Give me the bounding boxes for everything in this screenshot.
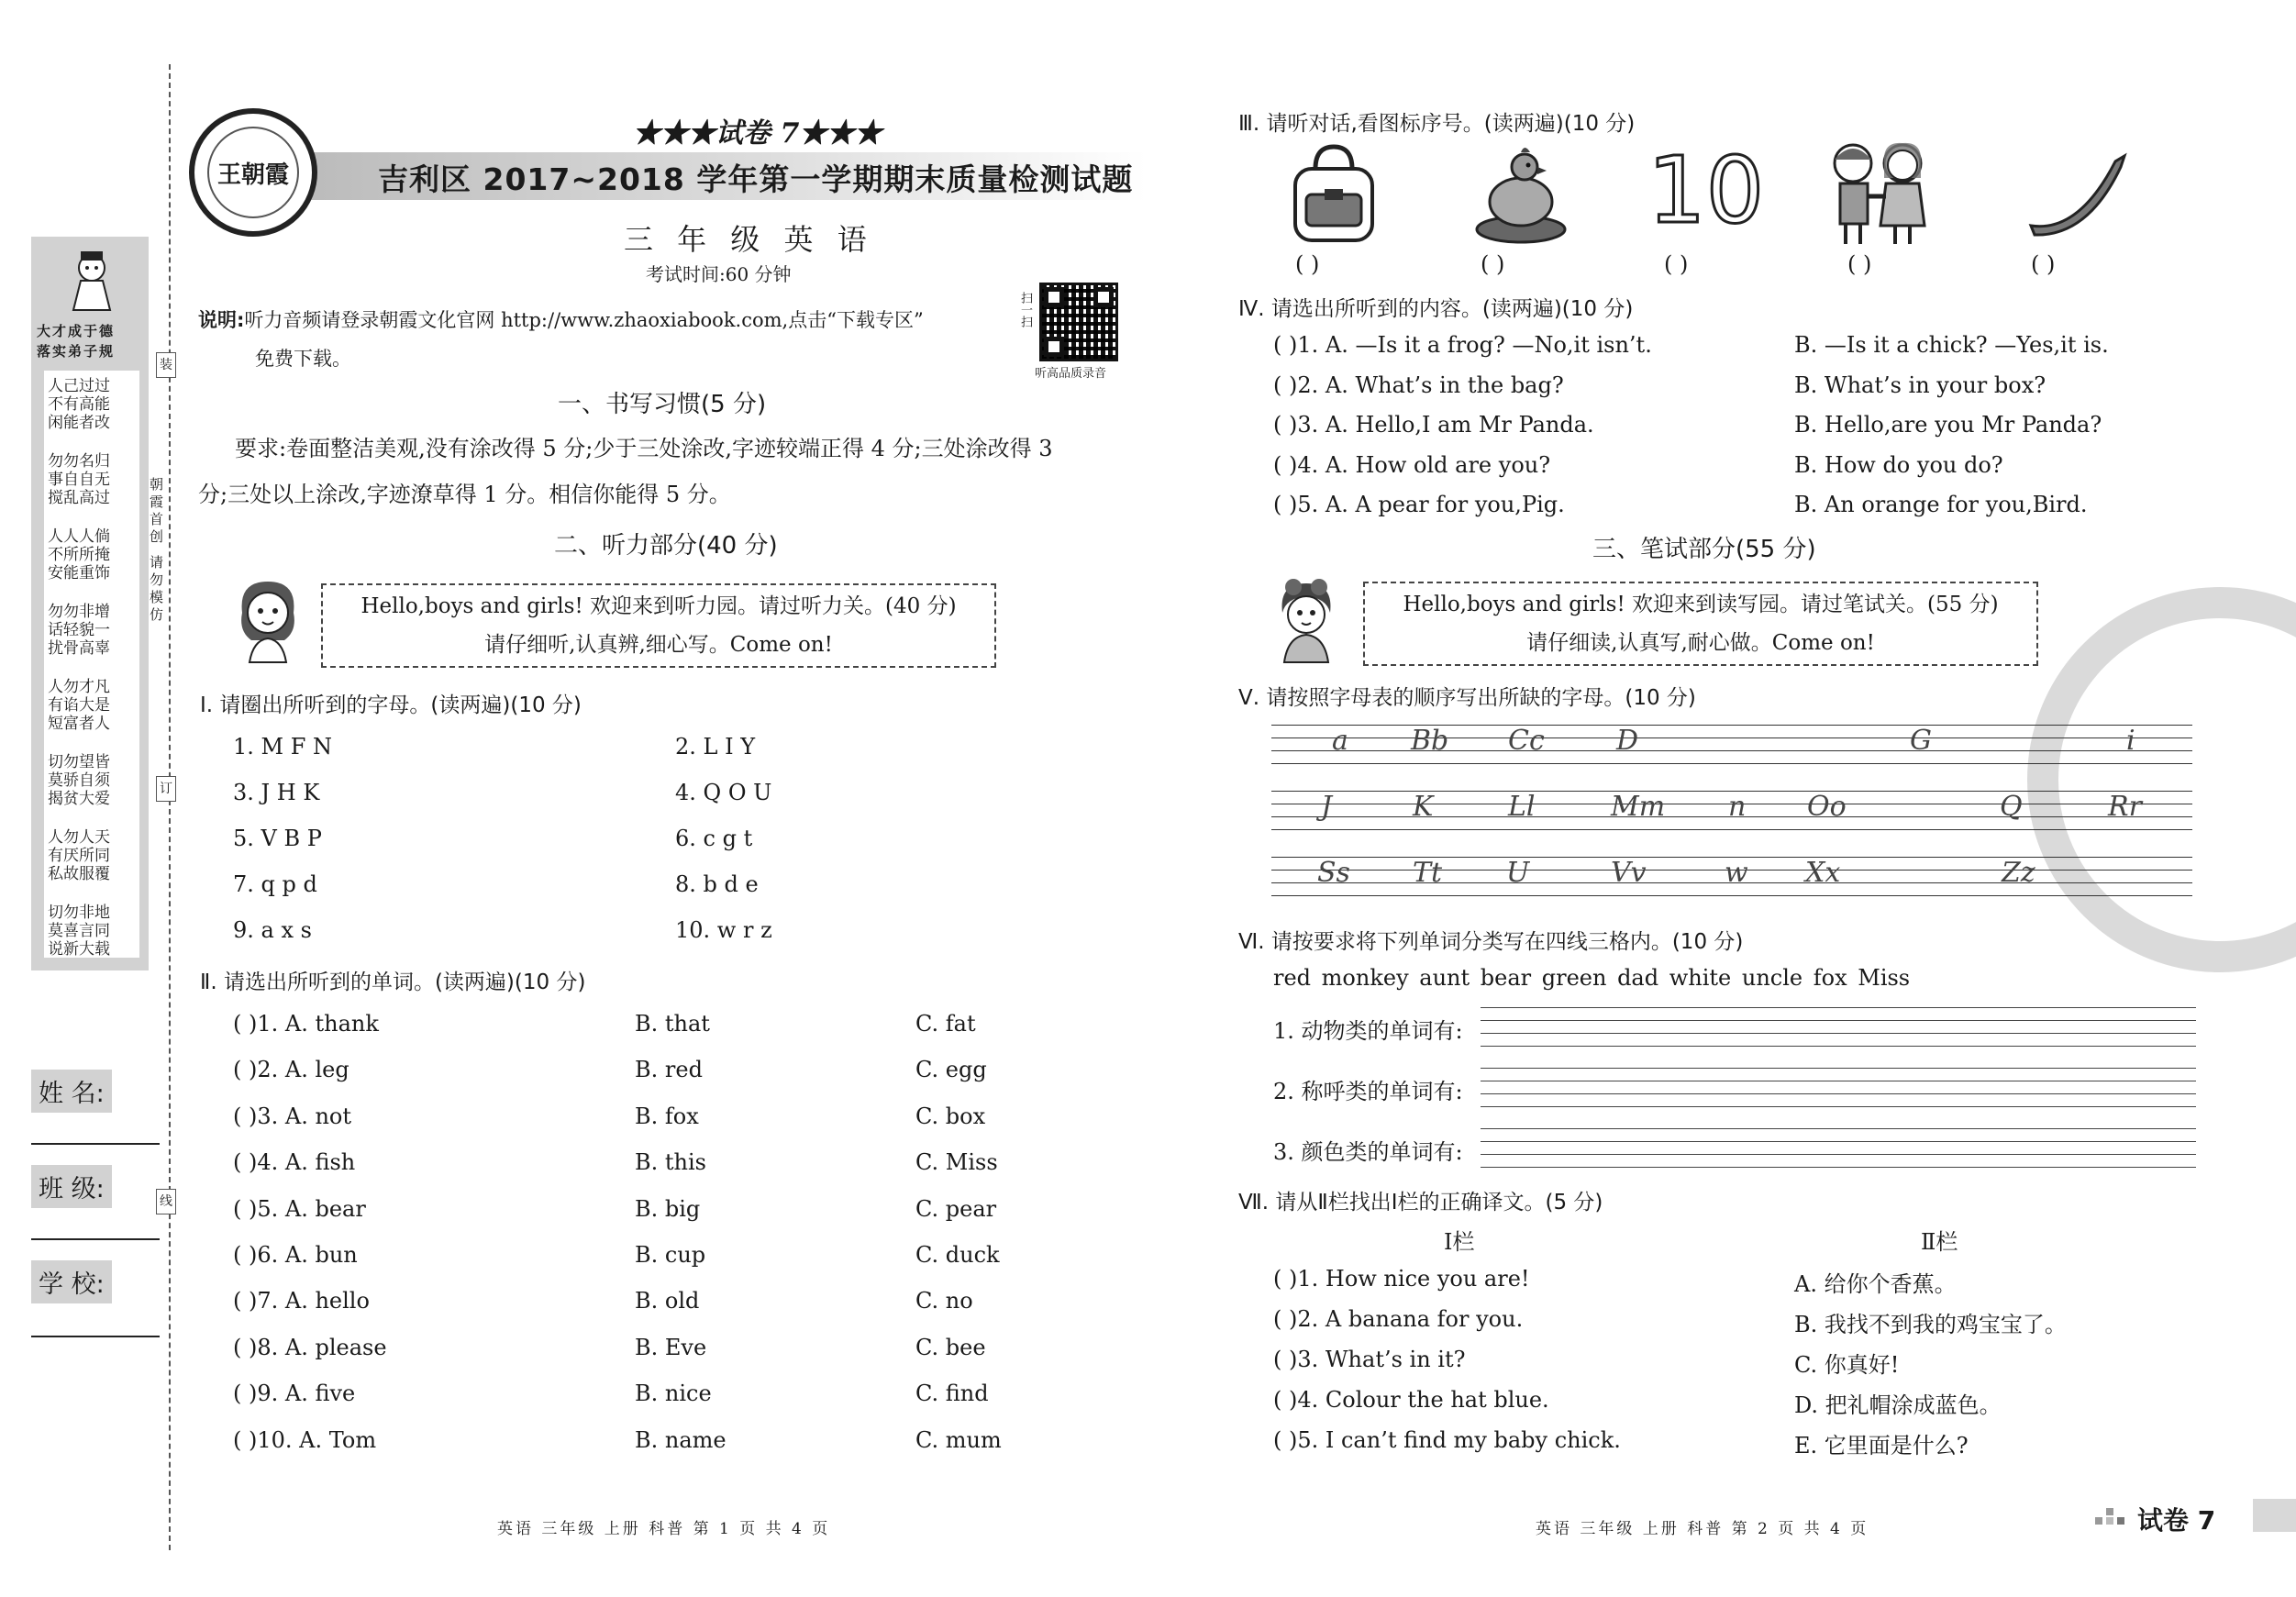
audio-note: 说明:听力音频请登录朝霞文化官网 http://www.zhaoxiabook.com,点击“下载专区” 免费下载。 — [198, 309, 924, 370]
q2-option-c[interactable]: C. box — [915, 1103, 986, 1129]
q6-category: 1. 动物类的单词有: — [1273, 1018, 1463, 1044]
svg-text:人勿人天: 人勿人天 — [48, 828, 110, 847]
q7-translation: C. 你真好! — [1794, 1352, 1900, 1378]
q2-option-c[interactable]: C. fat — [915, 1011, 976, 1037]
q7-sentence[interactable]: ( )1. How nice you are! — [1273, 1266, 1530, 1292]
q1-title: Ⅰ. 请圈出所听到的字母。(读两遍)(10 分) — [200, 693, 582, 717]
letter-Ss: Ss — [1317, 857, 1350, 889]
q7-col2-header: Ⅱ栏 — [1921, 1229, 1958, 1255]
paper-number: ★★★试卷 7★★★ — [633, 117, 882, 150]
svg-text:莫骄自须: 莫骄自须 — [48, 771, 110, 790]
svg-text:闲能者改: 闲能者改 — [48, 414, 110, 432]
exam-title: 吉利区 2017~2018 学年第一学期期末质量检测试题 — [378, 161, 1134, 197]
q3-blank[interactable]: ( ) — [1847, 251, 1872, 277]
q7-translation: E. 它里面是什么? — [1794, 1433, 1969, 1458]
q4-option-b[interactable]: B. An orange for you,Bird. — [1794, 492, 2088, 517]
letter-Q: Q — [2000, 791, 2023, 823]
letter-Mm: Mm — [1611, 791, 1666, 823]
q7-translation: D. 把礼帽涂成蓝色。 — [1794, 1392, 2002, 1418]
writing-girl-illustration — [1268, 576, 1345, 664]
q7-sentence[interactable]: ( )3. What’s in it? — [1273, 1347, 1466, 1372]
q2-option-c[interactable]: C. mum — [915, 1426, 1002, 1453]
q6-word-list: red monkey aunt bear green dad white uncle fox Miss — [1273, 965, 1911, 991]
letter-D: D — [1616, 725, 1639, 757]
q7-sentence[interactable]: ( )5. I can’t find my baby chick. — [1273, 1427, 1621, 1453]
publisher-logo — [189, 108, 317, 237]
q3-blank[interactable]: ( ) — [2031, 251, 2056, 277]
qr-caption: 听高品质录音 — [1035, 367, 1107, 381]
letter-U: U — [1506, 857, 1530, 889]
svg-text:话轻貌一: 话轻貌一 — [48, 621, 110, 639]
q2-option-a[interactable]: ( )4. A. fish — [233, 1149, 356, 1176]
q2-option-a[interactable]: ( )3. A. not — [233, 1103, 352, 1129]
name-field-line[interactable] — [31, 1143, 160, 1145]
footer-badge: 试卷 7 — [2137, 1505, 2216, 1536]
letter-a: a — [1332, 725, 1348, 757]
footer-badge-dots — [2095, 1508, 2132, 1526]
letter-Rr: Rr — [2108, 791, 2142, 823]
letter-Oo: Oo — [1807, 791, 1847, 823]
svg-text:短富者人: 短富者人 — [48, 715, 110, 733]
q6-category: 2. 称呼类的单词有: — [1273, 1079, 1463, 1104]
sidebar-slogan-1: 大才成于德 — [37, 323, 116, 339]
q6-answer-lines-3[interactable] — [1481, 1128, 2196, 1169]
kids-shaking-hands-picture — [1818, 138, 1928, 248]
bag-picture — [1279, 138, 1389, 248]
exam-subject: 三 年 级 英 语 — [624, 222, 874, 257]
footer-left: 英语 三年级 上册 科普 第 1 页 共 4 页 — [497, 1520, 831, 1538]
cut-mark-1: 装 — [156, 352, 176, 378]
q6-answer-lines-2[interactable] — [1481, 1068, 2196, 1108]
q3-title: Ⅲ. 请听对话,看图标序号。(读两遍)(10 分) — [1238, 112, 1636, 136]
q2-option-b[interactable]: B. Eve — [635, 1334, 707, 1360]
q4-option-a[interactable]: ( )4. A. How old are you? — [1273, 451, 1551, 478]
svg-text:人勿才凡: 人勿才凡 — [48, 678, 110, 696]
q7-col1-header: Ⅰ栏 — [1444, 1229, 1475, 1255]
school-field-line[interactable] — [31, 1336, 160, 1337]
section2-title: 二、听力部分(40 分) — [554, 532, 778, 560]
q2-option-a[interactable]: ( )1. A. thank — [233, 1011, 379, 1037]
q2-option-b[interactable]: B. fox — [635, 1103, 699, 1129]
class-field-line[interactable] — [31, 1238, 160, 1240]
svg-text:私故服覆: 私故服覆 — [48, 865, 110, 883]
q2-option-b[interactable]: B. that — [635, 1011, 710, 1037]
q4-option-b[interactable]: B. —Is it a chick? —Yes,it is. — [1794, 332, 2109, 358]
cut-line — [169, 64, 171, 1550]
q2-option-a[interactable]: ( )8. A. please — [233, 1334, 387, 1360]
q2-option-b[interactable]: B. red — [635, 1057, 703, 1083]
q2-option-c[interactable]: C. bee — [915, 1334, 986, 1360]
cut-mark-2: 订 — [156, 776, 176, 802]
q1-item: 2. L I Y — [675, 734, 756, 760]
q2-option-a[interactable]: ( )6. A. bun — [233, 1242, 358, 1268]
q3-blank[interactable]: ( ) — [1664, 251, 1689, 277]
name-field-label: 姓 名: — [31, 1070, 160, 1113]
q4-option-b[interactable]: B. What’s in your box? — [1794, 372, 2046, 398]
letter-Zz: Zz — [2002, 857, 2035, 889]
section1-requirement: 要求:卷面整洁美观,没有涂改得 5 分;少于三处涂改,字迹较端正得 4 分;三处涂改得 3 分;三处以上涂改,字迹潦草得 1 分。相信你能得 5 分。 — [198, 436, 1053, 507]
q6-category: 3. 颜色类的单词有: — [1273, 1139, 1463, 1165]
svg-text:切勿望皆: 切勿望皆 — [48, 753, 110, 771]
q2-option-c[interactable]: C. pear — [915, 1195, 997, 1222]
q2-option-c[interactable]: C. no — [915, 1288, 973, 1314]
listening-speech-bubble: Hello,boys and girls! 欢迎来到听力园。请过听力关。(40 分) 请仔细听,认真辨,细心写。Come on! — [321, 583, 996, 668]
footer-badge-bar — [2253, 1499, 2296, 1532]
q4-title: Ⅳ. 请选出所听到的内容。(读两遍)(10 分) — [1238, 297, 1634, 321]
svg-text:人己过过: 人己过过 — [48, 377, 110, 395]
letter-Ll: Ll — [1508, 791, 1536, 823]
q2-option-b[interactable]: B. this — [635, 1149, 706, 1176]
svg-text:说新大载: 说新大载 — [48, 940, 110, 958]
section1-title: 一、书写习惯(5 分) — [558, 391, 767, 418]
q4-option-b[interactable]: B. How do you do? — [1794, 451, 2003, 478]
svg-text:不有高能: 不有高能 — [48, 395, 110, 414]
q2-option-a[interactable]: ( )7. A. hello — [233, 1288, 370, 1314]
q1-item: 3. J H K — [233, 780, 320, 805]
section3-title: 三、笔试部分(55 分) — [1592, 536, 1816, 563]
q2-title: Ⅱ. 请选出所听到的单词。(读两遍)(10 分) — [200, 970, 586, 994]
letter-w: w — [1725, 857, 1748, 889]
q1-item: 6. c g t — [675, 826, 753, 851]
q2-option-b[interactable]: B. name — [635, 1426, 727, 1453]
svg-text:有厌所同: 有厌所同 — [48, 847, 110, 865]
q7-sentence[interactable]: ( )4. Colour the hat blue. — [1273, 1387, 1549, 1413]
q2-option-a[interactable]: ( )9. A. five — [233, 1381, 356, 1407]
q5-title: Ⅴ. 请按照字母表的顺序写出所缺的字母。(10 分) — [1238, 686, 1696, 710]
q2-option-a[interactable]: ( )2. A. leg — [233, 1057, 349, 1083]
q7-sentence[interactable]: ( )2. A banana for you. — [1273, 1306, 1524, 1332]
q1-item: 5. V B P — [233, 826, 322, 851]
letter-n: n — [1728, 791, 1747, 823]
q2-option-b[interactable]: B. cup — [635, 1242, 706, 1268]
qr-side-label: 扫一扫 — [1018, 292, 1032, 327]
exam-time: 考试时间:60 分钟 — [646, 263, 792, 285]
svg-text:有谄大是: 有谄大是 — [48, 696, 110, 715]
q6-title: Ⅵ. 请按要求将下列单词分类写在四线三格内。(10 分) — [1238, 930, 1744, 954]
letter-K: K — [1413, 791, 1434, 823]
q4-option-a[interactable]: ( )1. A. —Is it a frog? —No,it isn’t. — [1273, 332, 1652, 358]
q2-option-b[interactable]: B. big — [635, 1195, 701, 1222]
q3-blank[interactable]: ( ) — [1295, 251, 1320, 277]
letter-G: G — [1910, 725, 1932, 757]
svg-text:事自自无: 事自自无 — [48, 471, 110, 489]
svg-text:勿勿非增: 勿勿非增 — [48, 603, 110, 621]
letter-J: J — [1321, 791, 1333, 823]
sidebar-slogan-2: 落实弟子规 — [37, 343, 116, 360]
q6-answer-lines-1[interactable] — [1481, 1007, 2196, 1048]
school-field-label: 学 校: — [31, 1260, 160, 1303]
svg-text:安能重饰: 安能重饰 — [48, 564, 110, 582]
banana-picture — [2024, 138, 2134, 248]
q1-item: 7. q p d — [233, 871, 317, 897]
q2-option-c[interactable]: C. egg — [915, 1057, 987, 1083]
logo-text: 王朝霞 — [207, 127, 299, 218]
letter-Tt: Tt — [1413, 857, 1443, 889]
listening-girl-illustration — [229, 576, 306, 664]
q7-title: Ⅶ. 请从Ⅱ栏找出Ⅰ栏的正确译文。(5 分) — [1238, 1191, 1603, 1214]
svg-text:切勿非地: 切勿非地 — [48, 904, 110, 922]
svg-text:勿勿名归: 勿勿名归 — [48, 452, 110, 471]
svg-text:搅乱高过: 搅乱高过 — [48, 489, 110, 507]
four-line-grid-1[interactable] — [1271, 725, 2192, 772]
sidebar-motto-block — [44, 371, 139, 958]
q1-item: 8. b d e — [675, 871, 759, 897]
watermark-seal — [2027, 587, 2296, 972]
svg-text:扰骨高辜: 扰骨高辜 — [48, 639, 110, 658]
svg-text:不所所掩: 不所所掩 — [48, 546, 110, 564]
svg-text:人人人倘: 人人人倘 — [48, 527, 110, 546]
q2-option-c[interactable]: C. duck — [915, 1242, 1000, 1268]
q4-option-a[interactable]: ( )5. A. A pear for you,Pig. — [1273, 492, 1565, 517]
svg-text:揭贫大爱: 揭贫大爱 — [48, 790, 110, 808]
q7-translation: B. 我找不到我的鸡宝宝了。 — [1794, 1312, 2067, 1337]
qr-code[interactable] — [1039, 283, 1118, 361]
mascot-illustration — [57, 246, 127, 316]
q3-blank[interactable]: ( ) — [1481, 251, 1505, 277]
hen-picture — [1466, 138, 1576, 248]
q4-option-a[interactable]: ( )2. A. What’s in the bag? — [1273, 372, 1564, 398]
number-ten-picture: 10 — [1647, 137, 1765, 244]
q2-option-a[interactable]: ( )5. A. bear — [233, 1195, 366, 1222]
q1-item: 1. M F N — [233, 734, 333, 760]
q2-option-b[interactable]: B. old — [635, 1288, 700, 1314]
q2-option-a[interactable]: ( )10. A. Tom — [233, 1426, 377, 1453]
letter-Cc: Cc — [1508, 725, 1545, 757]
vertical-note: 朝霞首创 请勿模仿 — [148, 477, 164, 625]
q1-item: 4. Q O U — [675, 780, 772, 805]
q1-item: 10. w r z — [675, 917, 772, 943]
q2-option-c[interactable]: C. Miss — [915, 1149, 998, 1176]
letter-Xx: Xx — [1805, 857, 1841, 889]
svg-text:莫喜言同: 莫喜言同 — [48, 922, 110, 940]
q2-option-c[interactable]: C. find — [915, 1381, 989, 1407]
letter-Bb: Bb — [1411, 725, 1449, 757]
footer-right: 英语 三年级 上册 科普 第 2 页 共 4 页 — [1536, 1520, 1869, 1538]
letter-Vv: Vv — [1611, 857, 1647, 889]
letter-i: i — [2126, 725, 2135, 757]
q4-option-b[interactable]: B. Hello,are you Mr Panda? — [1794, 412, 2102, 438]
q7-translation: A. 给你个香蕉。 — [1794, 1271, 1957, 1297]
class-field-label: 班 级: — [31, 1165, 160, 1208]
q4-option-a[interactable]: ( )3. A. Hello,I am Mr Panda. — [1273, 412, 1594, 438]
writing-speech-bubble: Hello,boys and girls! 欢迎来到读写园。请过笔试关。(55 分) 请仔细读,认真写,耐心做。Come on! — [1363, 582, 2038, 666]
q2-option-b[interactable]: B. nice — [635, 1381, 712, 1407]
q1-item: 9. a x s — [233, 917, 312, 943]
cut-mark-3: 线 — [156, 1189, 176, 1214]
